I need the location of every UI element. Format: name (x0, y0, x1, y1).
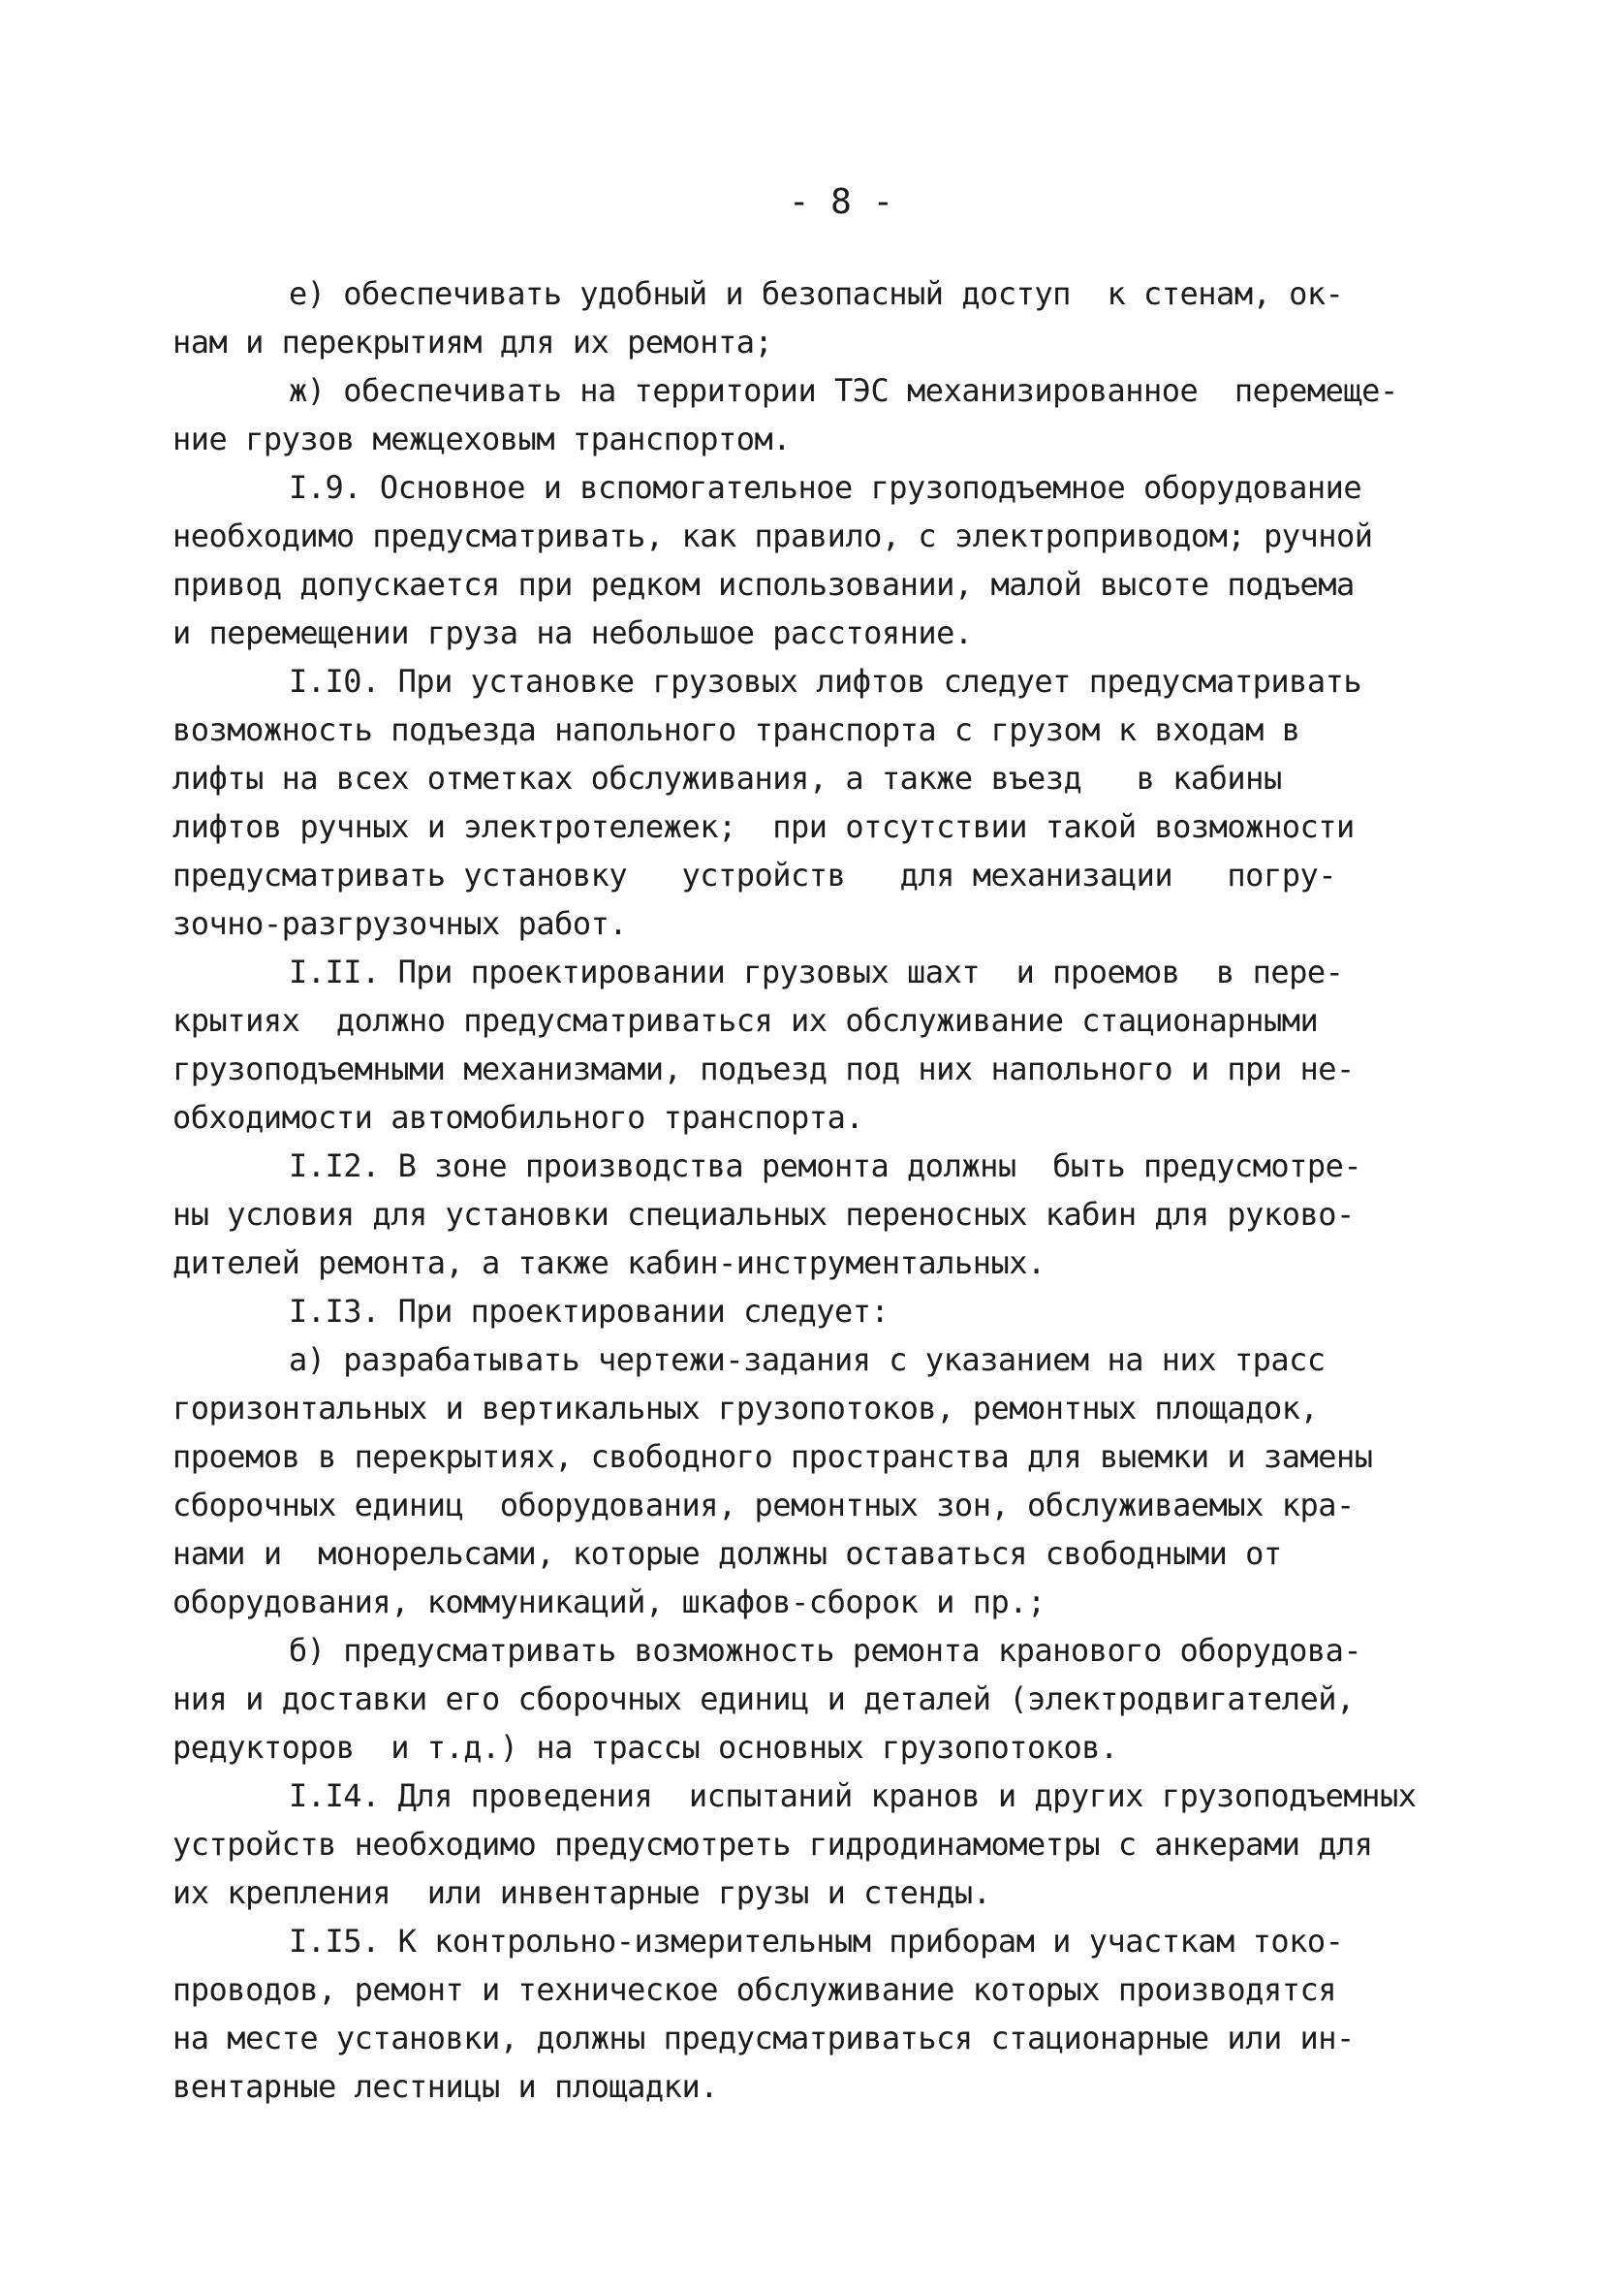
text-line: I.II. При проектировании грузовых шахт и проемов в пере- (289, 954, 1344, 990)
text-line: лифты на всех отметках обслуживания, а также въезд в кабины (172, 760, 1282, 797)
text-line: обходимости автомобильного транспорта. (172, 1099, 864, 1136)
text-line: грузоподъемными механизмами, подъезд под них напольного и при не- (172, 1051, 1355, 1087)
text-line: крытиях должно предусматриваться их обслуживание стационарными (172, 1002, 1319, 1039)
text-line: I.I2. В зоне производства ремонта должны быть предусмотре- (289, 1147, 1362, 1184)
text-line: необходимо предусматривать, как правило, с электроприводом; ручной (172, 518, 1373, 554)
text-line: сборочных единиц оборудования, ремонтных зон, обслуживаемых кра- (172, 1487, 1355, 1523)
text-line: горизонтальных и вертикальных грузопотоков, ремонтных площадок, (172, 1390, 1319, 1427)
text-line: их крепления или инвентарные грузы и стенды. (172, 1874, 991, 1911)
text-line: и перемещении груза на небольшое расстояние. (172, 614, 973, 651)
text-line: I.I0. При установке грузовых лифтов следует предусматривать (289, 663, 1362, 700)
text-line: возможность подъезда напольного транспорта с грузом к входам в (172, 711, 1300, 748)
text-line: б) предусматривать возможность ремонта кранового оборудова- (289, 1632, 1362, 1669)
text-line: предусматривать установку устройств для механизации погру- (172, 857, 1336, 894)
text-line: I.I3. При проектировании следует: (289, 1293, 890, 1330)
text-line: на месте установки, должны предусматриваться стационарные или ин- (172, 2020, 1355, 2056)
text-line: нами и монорельсами, которые должны оставаться свободными от (172, 1535, 1282, 1572)
text-line: I.I4. Для проведения испытаний кранов и других грузоподъемных (289, 1777, 1417, 1814)
text-line: редукторов и т.д.) на трассы основных грузопотоков. (172, 1729, 1118, 1766)
text-line: лифтов ручных и электротележек; при отсутствии такой возможности (172, 808, 1355, 845)
text-line: оборудования, коммуникаций, шкафов-сборок и пр.; (172, 1584, 1046, 1620)
text-line: а) разрабатывать чертежи-задания с указанием на них трасс (289, 1341, 1326, 1378)
text-line: проемов в перекрытиях, свободного пространства для выемки и замены (172, 1438, 1373, 1475)
text-line: е) обеспечивать удобный и безопасный доступ к стенам, ок- (289, 275, 1344, 312)
text-line: дителей ремонта, а также кабин-инструментальных. (172, 1244, 1046, 1281)
text-line: вентарные лестницы и площадки. (172, 2068, 718, 2105)
page-number: - 8 - (788, 182, 894, 222)
text-line: нам и перекрытиям для их ремонта; (172, 324, 773, 361)
text-line: I.I5. К контрольно-измерительным приборам и участкам токо- (289, 1923, 1344, 1960)
text-line: привод допускается при редком использовании, малой высоте подъема (172, 566, 1355, 603)
text-line: зочно-разгрузочных работ. (172, 905, 628, 942)
text-line: ние грузов межцеховым транспортом. (172, 421, 792, 457)
text-line: ны условия для установки специальных переносных кабин для руково- (172, 1196, 1355, 1233)
text-line: I.9. Основное и вспомогательное грузоподъемное оборудование (289, 469, 1362, 506)
body-text (172, 269, 1510, 2111)
text-line: проводов, ремонт и техническое обслуживание которых производятся (172, 1971, 1336, 2008)
text-line: ж) обеспечивать на территории ТЭС механизированное перемеще- (289, 372, 1398, 409)
text-line: устройств необходимо предусмотреть гидродинамометры с анкерами для (172, 1826, 1373, 1863)
text-line: ния и доставки его сборочных единиц и деталей (электродвигателей, (172, 1680, 1355, 1717)
